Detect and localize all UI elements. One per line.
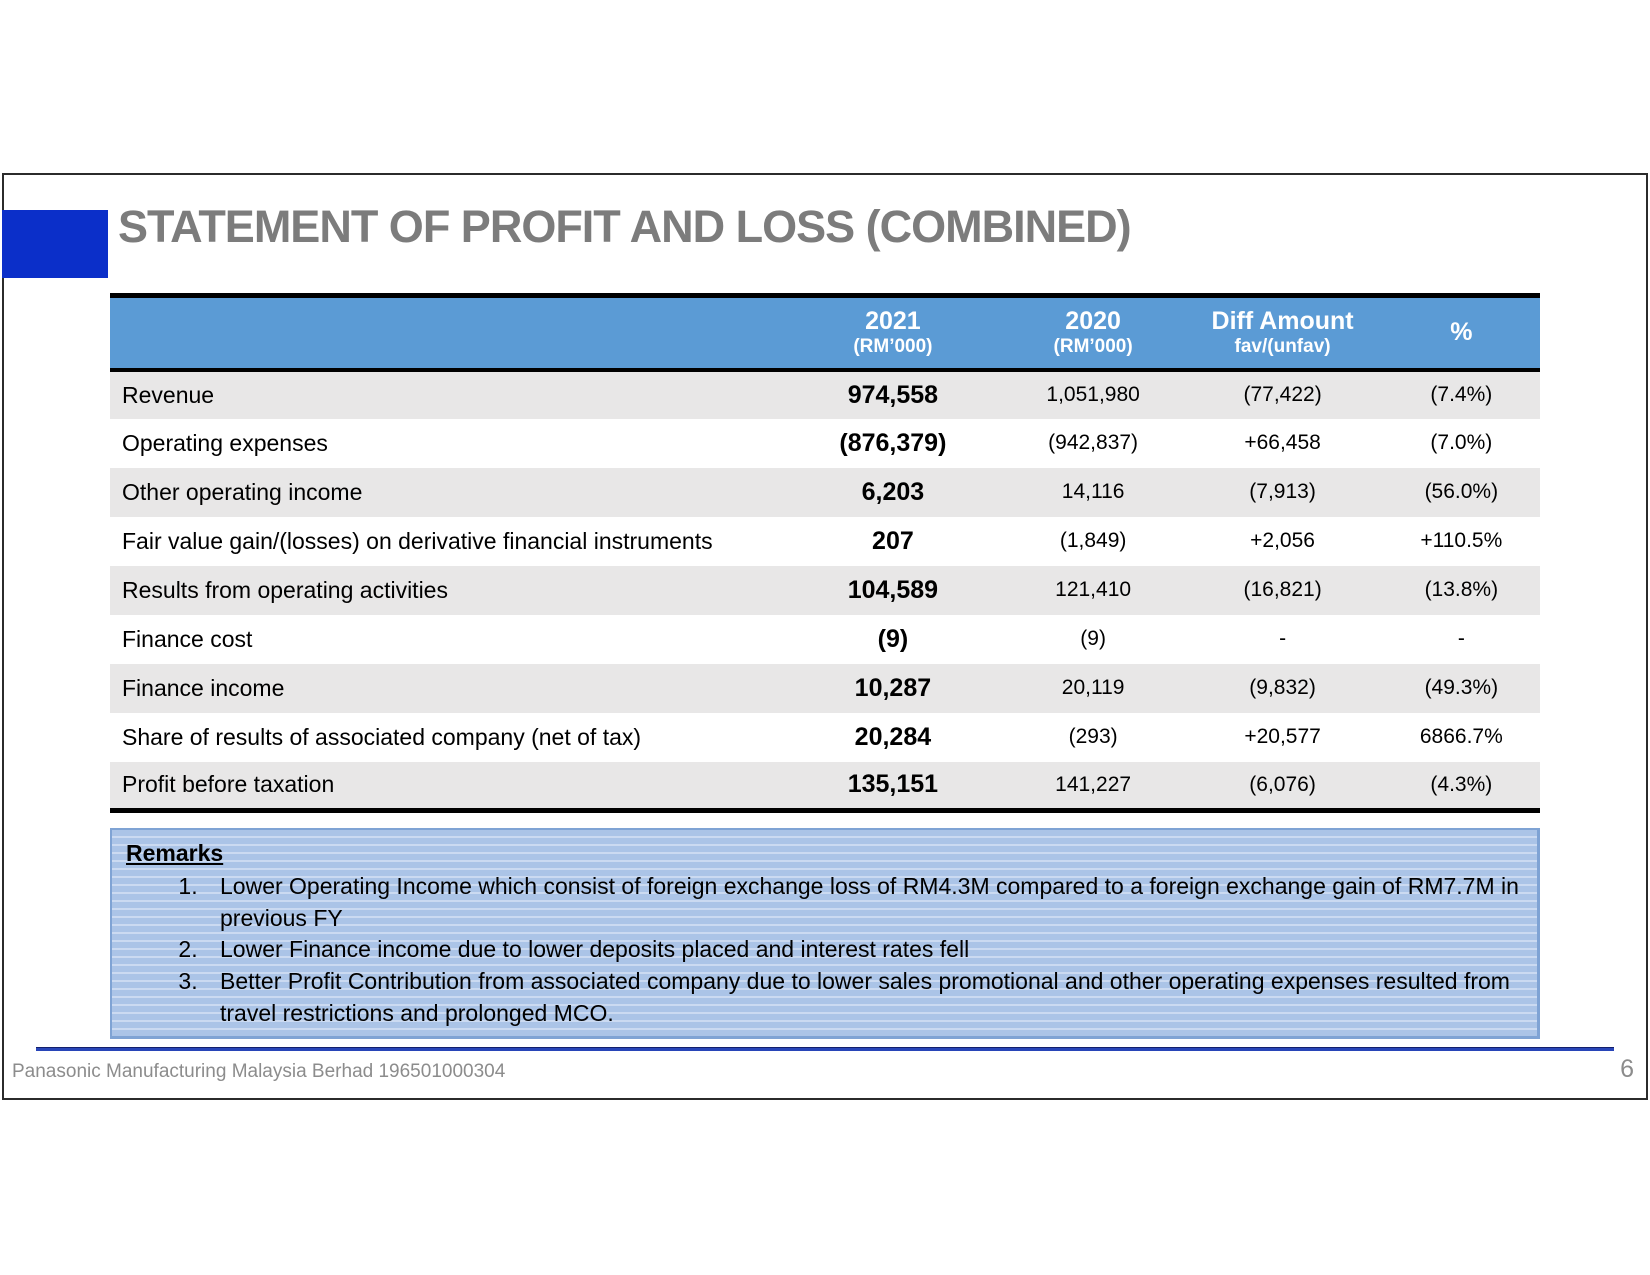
table-row-finance-income: [110, 664, 1540, 713]
table-row-profit-before-taxation: [110, 762, 1540, 811]
header-2021-unit: (RM’000): [853, 335, 933, 357]
cell-pct: -: [1457, 627, 1465, 650]
header-percent: [1383, 296, 1540, 370]
table-row-share-of-results: [110, 713, 1540, 762]
row-label: Share of results of associated company (net of tax): [122, 723, 642, 750]
header-2021: [782, 296, 1004, 370]
cell-diff: (9,832): [1249, 676, 1316, 699]
cell-2021: 6,203: [861, 477, 925, 506]
cell-diff: (6,076): [1249, 772, 1316, 796]
cell-diff: +2,056: [1250, 529, 1315, 552]
cell-diff: (16,821): [1243, 578, 1322, 601]
cell-2021: 104,589: [847, 575, 939, 604]
row-label: Revenue: [122, 381, 215, 408]
cell-2020: 14,116: [1061, 480, 1125, 503]
cell-pct: +110.5%: [1420, 529, 1503, 552]
cell-2020: (9): [1080, 627, 1106, 650]
row-label: Fair value gain/(losses) on derivative financial instruments: [122, 527, 713, 554]
row-label: Finance income: [122, 674, 285, 701]
profit-loss-table: [110, 293, 1540, 813]
cell-diff: -: [1279, 627, 1287, 650]
cell-2021: (9): [877, 624, 909, 653]
header-percent-label: %: [1450, 318, 1473, 347]
cell-2021: 974,558: [847, 380, 939, 409]
row-label: Finance cost: [122, 625, 253, 652]
row-label: Other operating income: [122, 478, 363, 505]
table-row-other-operating-income: [110, 468, 1540, 517]
cell-pct: (4.3%): [1430, 772, 1493, 796]
cell-2021: 207: [872, 526, 914, 555]
remarks-list: [124, 871, 1523, 1030]
remark-item-2: 2. Lower Finance income due to lower deposits placed and interest rates fell: [204, 934, 1523, 966]
table-header-row: [110, 296, 1540, 370]
table-row-operating-expenses: [110, 419, 1540, 468]
remarks-box: [110, 828, 1540, 1039]
cell-2020: 121,410: [1055, 578, 1132, 601]
accent-square: [2, 210, 108, 278]
row-label: Operating expenses: [122, 429, 328, 456]
cell-pct: (56.0%): [1424, 480, 1499, 503]
slide: [2, 173, 1648, 1100]
cell-diff: (77,422): [1243, 383, 1322, 406]
header-diff-label: Diff Amount: [1211, 306, 1354, 335]
cell-pct: (7.0%): [1430, 431, 1493, 454]
cell-2020: (293): [1068, 725, 1118, 748]
cell-2020: 1,051,980: [1046, 383, 1140, 406]
table-row-fair-value-gain: [110, 517, 1540, 566]
cell-2021: (876,379): [839, 428, 947, 457]
cell-diff: +66,458: [1244, 431, 1321, 454]
cell-diff: +20,577: [1244, 725, 1321, 748]
header-2020-unit: (RM’000): [1053, 335, 1133, 357]
footer-company: Panasonic Manufacturing Malaysia Berhad 196501000304: [12, 1061, 506, 1082]
cell-2021: 135,151: [847, 770, 939, 799]
cell-2020: (1,849): [1059, 529, 1127, 552]
footer-page-number: 6: [1620, 1055, 1634, 1083]
cell-2020: 20,119: [1061, 676, 1125, 699]
cell-2020: 141,227: [1055, 772, 1132, 796]
row-label: Results from operating activities: [122, 576, 448, 603]
cell-pct: (49.3%): [1424, 676, 1499, 699]
cell-2021: 10,287: [854, 673, 932, 702]
cell-diff: (7,913): [1249, 480, 1316, 503]
header-2021-label: 2021: [865, 306, 921, 335]
header-diff-sublabel: fav/(unfav): [1234, 335, 1331, 357]
header-2020-label: 2020: [1065, 306, 1121, 335]
header-2020: [1004, 296, 1183, 370]
footer-divider-line: [36, 1047, 1614, 1051]
table-row-finance-cost: [110, 615, 1540, 664]
remark-item-1: 1. Lower Operating Income which consist of foreign exchange loss of RM4.3M compared to a foreign exchange gain of RM7.7M in previous FY: [204, 871, 1523, 934]
cell-pct: (7.4%): [1430, 383, 1493, 406]
remark-item-3: 3. Better Profit Contribution from associated company due to lower sales promotional and other operating expenses resulted from travel restrictions and prolonged MCO.: [204, 966, 1523, 1029]
remarks-heading: Remarks: [126, 840, 224, 866]
cell-2020: (942,837): [1048, 431, 1139, 454]
header-diff-amount: [1182, 296, 1382, 370]
cell-pct: (13.8%): [1424, 578, 1499, 601]
table-row-revenue: [110, 370, 1540, 419]
cell-2021: 20,284: [854, 722, 932, 751]
table-row-results-from-operating: [110, 566, 1540, 615]
header-row-label-column: [110, 296, 782, 370]
page-title: STATEMENT OF PROFIT AND LOSS (COMBINED): [118, 201, 1131, 252]
row-label: Profit before taxation: [122, 771, 335, 798]
cell-pct: 6866.7%: [1419, 725, 1503, 748]
